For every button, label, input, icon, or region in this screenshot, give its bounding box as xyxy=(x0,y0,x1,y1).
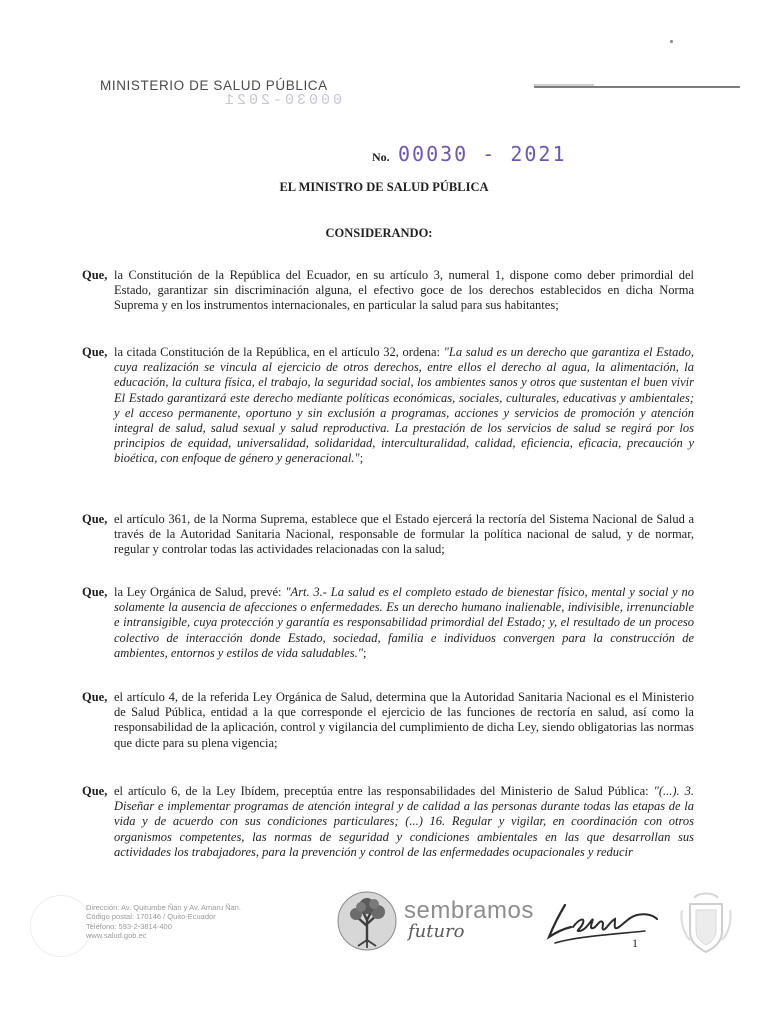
paragraph-text: la Constitución de la República del Ecuador, en su artículo 3, numeral 1, dispone como deber primordial del Estado, garantizar sin discriminación alguna, el efectivo goce de los derechos establecidos en dicha Norma Suprema y en los instrumentos internacionales, en particular la salud para sus habitantes; xyxy=(114,268,694,313)
paragraph-body xyxy=(114,784,694,860)
quoted-text: "La salud es un derecho que garantiza el Estado, cuya realización se vincula al ejercicio de otros derechos, entre ellos el derecho al agua, la alimentación, la educación, la cultura física, el trabajo, la seguridad social, los ambientes sanos y otros que sustentan el buen vivir El Estado garantizará este derecho mediante políticas económicas, sociales, culturales, educativas y ambientales; y el acceso permanente, oportuno y sin exclusión a programas, acciones y servicios de promoción y atención integral de salud, salud sexual y salud reproductiva. La prestación de los servicios de salud se regirá por los principios de equidad, universalidad, solidaridad, interculturalidad, calidad, eficiencia, eficacia, precaución y bioética, con enfoque de género y generacional." xyxy=(114,345,694,466)
document-number-stamp: 00030 - 2021 xyxy=(398,142,567,166)
address-line: Dirección: Av. Quitumbe Ñan y Av. Amaru Ñan. xyxy=(86,903,241,912)
paragraph-text: el artículo 6, de la Ley Ibídem, preceptúa entre las responsabilidades del Ministerio de Salud Pública: xyxy=(114,784,654,798)
footer-address xyxy=(86,903,241,941)
paragraph-body xyxy=(114,268,694,314)
quoted-text: "Art. 3.- La salud es el completo estado de bienestar físico, mental y social y no solamente la ausencia de afecciones o enfermedades. Es un derecho humano inalienable, indivisible, irrenunciable e intransigible, cuya protección y garantía es responsabilidad primordial del Estado; y, el resultado de un proceso colectivo de interacción donde Estado, sociedad, familia e individuos convergen para la construcción de ambientes, entornos y estilos de vida saludables." xyxy=(114,585,694,660)
coat-of-arms-icon xyxy=(676,890,736,956)
paragraph-text: ; xyxy=(359,451,364,466)
tree-logo-icon xyxy=(334,890,400,952)
slogan-sembramos: sembramos xyxy=(404,897,534,924)
paragraph-body xyxy=(114,585,694,661)
paragraph-text: la Ley Orgánica de Salud, prevé: xyxy=(114,585,286,599)
whereas-lead: Que, xyxy=(82,512,108,526)
whereas-lead: Que, xyxy=(82,345,108,359)
whereas-lead: Que, xyxy=(82,784,108,798)
paragraph-body xyxy=(114,690,694,751)
watermark-seal xyxy=(30,895,92,957)
phone-line: Teléfono: 593-2-3814-400 xyxy=(86,921,172,931)
paragraph-text: ; xyxy=(362,645,367,660)
page-number: 1 xyxy=(632,936,638,950)
paragraph-text: el artículo 361, de la Norma Suprema, establece que el Estado ejercerá la rectoría del Sistema Nacional de Salud a través de la Autoridad Sanitaria Nacional, responsable de formular la política nacional de salud, y de normar, regular y controlar todas las actividades relacionadas con la salud; xyxy=(114,512,694,557)
header-rule xyxy=(534,86,740,88)
paragraph-text: el artículo 4, de la referida Ley Orgánica de Salud, determina que la Autoridad Sanitaria Nacional es el Ministerio de Salud Pública, entidad a la que corresponde el ejercicio de las funciones de rectoría en salud, así como la responsabilidad de la aplicación, control y vigilancia del cumplimiento de dicha Ley, siendo obligatorias las normas que dicte para su plena vigencia; xyxy=(114,690,694,750)
document-title: EL MINISTRO DE SALUD PÚBLICA xyxy=(279,180,489,194)
document-number-label: No. xyxy=(372,150,390,164)
stamp-bleed-through: 00030-2021 xyxy=(222,92,343,109)
ministry-header: MINISTERIO DE SALUD PÚBLICA xyxy=(100,78,328,93)
slogan-futuro: futuro xyxy=(408,921,465,942)
paragraph-body xyxy=(114,512,694,558)
paragraph-body xyxy=(114,345,694,467)
paragraph-text: la citada Constitución de la República, en el artículo 32, ordena: xyxy=(114,345,444,359)
whereas-lead: Que, xyxy=(82,690,108,704)
whereas-lead: Que, xyxy=(82,268,108,282)
quoted-text: "(...). 3. Diseñar e implementar programas de atención integral y de calidad a las personas durante todas las etapas de la vida y de acuerdo con sus condiciones particulares; (...) 16. Regular y vigilar, en coordinación con otros organismos competentes, las normas de seguridad y condiciones ambientales en las que desarrollan sus actividades los trabajadores, para la prevención y control de las enfermedades ocupacionales y reducir xyxy=(114,784,695,859)
scan-speck xyxy=(670,40,673,43)
website-line: www.salud.gob.ec xyxy=(86,931,147,941)
postal-code-line: Código postal: 170146 / Quito-Ecuador xyxy=(86,912,216,922)
signature-icon xyxy=(545,893,665,955)
whereas-lead: Que, xyxy=(82,585,108,599)
considerando-heading: CONSIDERANDO: xyxy=(325,226,433,240)
